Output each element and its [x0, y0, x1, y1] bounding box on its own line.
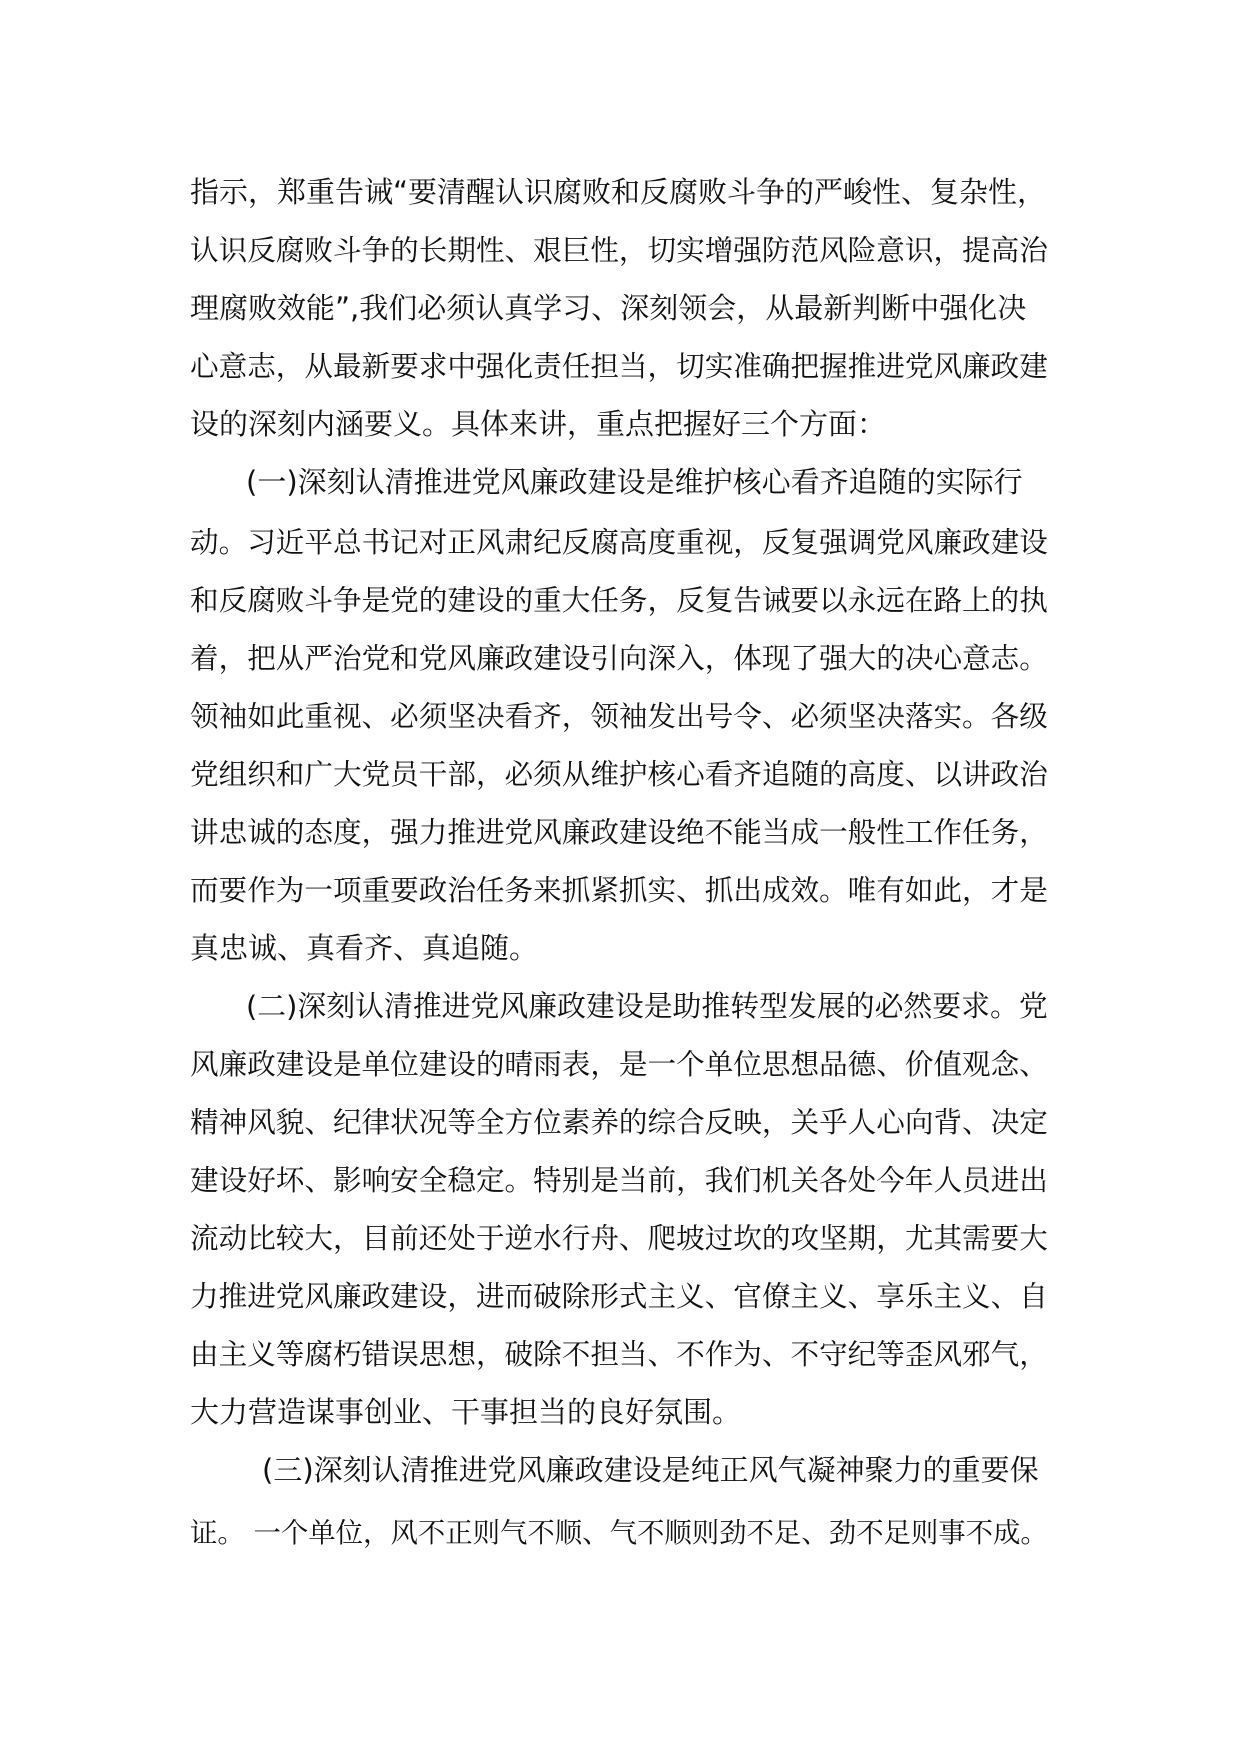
- text-line: 证。 一个单位，风不正则气不顺、气不顺则劲不足、劲不足则事不成。: [190, 1518, 1048, 1549]
- text-line: 风廉政建设是单位建设的晴雨表，是一个单位思想品德、价值观念、: [190, 1047, 1048, 1081]
- text-line: 指示，郑重告诫“要清醒认识腐败和反腐败斗争的严峻性、复杂性，: [190, 175, 1047, 209]
- section-heading-2: (二)深刻认清推进党风廉政建设是助推转型发展的必然要求。党: [246, 989, 1048, 1023]
- text-line: 建设好坏、影响安全稳定。特别是当前，我们机关各处今年人员进出: [190, 1163, 1048, 1197]
- text-line: 党组织和广大党员干部，必须从维护核心看齐追随的高度、以讲政治: [190, 757, 1048, 791]
- text-line: 动。习近平总书记对正风肃纪反腐高度重视，反复强调党风廉政建设: [190, 525, 1048, 559]
- text-line: 领袖如此重视、必须坚决看齐，领袖发出号令、必须坚决落实。各级: [190, 699, 1048, 733]
- text-line: 而要作为一项重要政治任务来抓紧抓实、抓出成效。唯有如此，才是: [190, 873, 1048, 907]
- text-line: 着，把从严治党和党风廉政建设引向深入，体现了强大的决心意志。: [190, 641, 1048, 675]
- text-line: 设的深刻内涵要义。具体来讲，重点把握好三个方面：: [190, 407, 887, 441]
- section-heading-1: (一)深刻认清推进党风廉政建设是维护核心看齐追随的实际行: [246, 465, 1023, 499]
- text-line: 和反腐败斗争是党的建设的重大任务，反复告诫要以永远在路上的执: [190, 583, 1048, 617]
- text-line: 心意志，从最新要求中强化责任担当，切实准确把握推进党风廉政建: [190, 349, 1048, 383]
- text-line: 真忠诚、真看齐、真追随。: [190, 931, 539, 965]
- text-line: 认识反腐败斗争的长期性、艰巨性，切实增强防范风险意识，提高治: [190, 233, 1048, 267]
- text-line: 精神风貌、纪律状况等全方位素养的综合反映，关乎人心向背、决定: [190, 1105, 1048, 1139]
- text-line: 流动比较大，目前还处于逆水行舟、爬坡过坎的攻坚期，尤其需要大: [190, 1221, 1048, 1255]
- text-line: 大力营造谋事创业、干事担当的良好氛围。: [190, 1395, 742, 1429]
- text-line: 力推进党风廉政建设，进而破除形式主义、官僚主义、享乐主义、自: [190, 1279, 1048, 1313]
- text-line: 讲忠诚的态度，强力推进党风廉政建设绝不能当成一般性工作任务，: [190, 815, 1048, 849]
- section-heading-3: (三)深刻认清推进党风廉政建设是纯正风气凝神聚力的重要保: [262, 1453, 1039, 1487]
- text-line: 理腐败效能”,我们必须认真学习、深刻领会，从最新判断中强化决: [190, 291, 1027, 325]
- text-line: 由主义等腐朽错误思想，破除不担当、不作为、不守纪等歪风邪气，: [190, 1337, 1048, 1371]
